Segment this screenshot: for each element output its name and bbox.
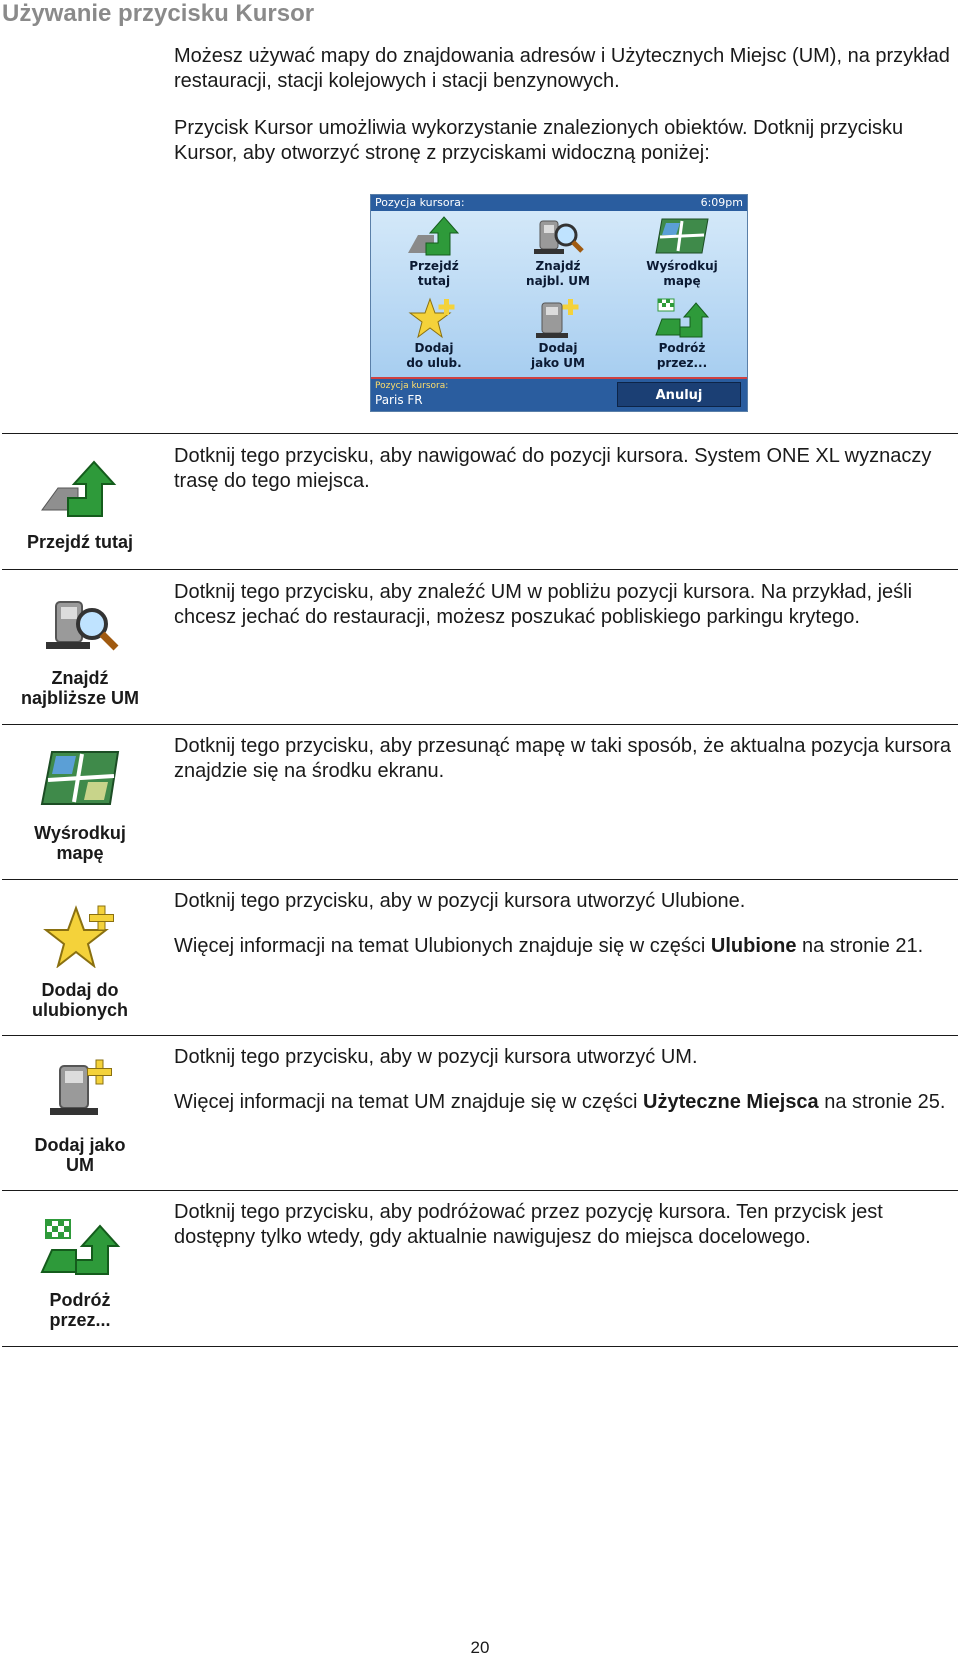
screen-button-label: Przejdź tutaj <box>409 259 459 288</box>
description-more-info <box>174 934 954 959</box>
item-label-center-map: Wyśrodkuj mapę <box>34 823 126 863</box>
cursor-position-value: Paris FR <box>375 393 423 407</box>
description-paragraph: Dotknij tego przycisku, aby podróżować przez pozycję kursora. Ten przycisk jest dostępny tylko wtedy, gdy aktualnie nawigujesz do miejsca docelowego. <box>174 1201 883 1248</box>
description-paragraph: Dotknij tego przycisku, aby znaleźć UM w pobliżu pozycji kursora. Na przykład, jeśli chcesz jechać do restauracji, możesz poszukać pobliskiego parkingu krytego. <box>174 581 913 628</box>
cursor-screen-screenshot <box>370 194 748 412</box>
screen-button-label: Dodaj jako UM <box>531 341 585 370</box>
item-description-navigate-here <box>174 444 954 514</box>
section-divider <box>2 1346 958 1347</box>
screen-button-navigate-here[interactable] <box>379 213 489 293</box>
item-label-add-as-poi: Dodaj jako UM <box>34 1135 126 1175</box>
description-paragraph: Dotknij tego przycisku, aby przesunąć mapę w taki sposób, że aktualna pozycja kursora znajdzie się na środku ekranu. <box>174 735 952 782</box>
screen-footer-bar <box>371 377 747 411</box>
screen-button-travel-via[interactable] <box>627 295 737 375</box>
section-divider <box>2 433 958 434</box>
item-description-add-favourite <box>174 889 954 979</box>
star-plus-icon <box>404 295 464 341</box>
page-title: Używanie przycisku Kursor <box>2 0 315 27</box>
item-description-find-nearest-poi <box>174 580 954 650</box>
item-label-find-nearest-poi: Znajdź najbliższe UM <box>20 668 140 708</box>
screen-button-label: Podróż przez... <box>656 341 708 370</box>
description-paragraph: Dotknij tego przycisku, aby w pozycji kursora utworzyć Ulubione. <box>174 890 746 912</box>
description-paragraph: Dotknij tego przycisku, aby w pozycji kursora utworzyć UM. <box>174 1046 698 1068</box>
screen-button-label: Wyśrodkuj mapę <box>646 259 718 288</box>
screen-header-title: Pozycja kursora: <box>375 196 465 209</box>
item-description-travel-via <box>174 1200 954 1270</box>
poi-search-icon <box>38 594 122 656</box>
more-info-link-favourites: Ulubione <box>710 935 797 957</box>
travel-via-icon <box>652 295 712 341</box>
item-description-add-as-poi <box>174 1045 954 1135</box>
section-divider <box>2 1035 958 1036</box>
navigate-arrow-icon <box>404 213 464 259</box>
item-label-add-favourite: Dodaj do ulubionych <box>32 980 128 1020</box>
intro-paragraph-2: Przycisk Kursor umożliwia wykorzystanie znalezionych obiektów. Dotknij przycisku Kursor, aby otworzyć stronę z przyciskami widoczną poniżej: <box>174 117 904 164</box>
center-map-icon <box>38 748 122 810</box>
screen-button-add-favourite[interactable] <box>379 295 489 375</box>
more-info-text: Więcej informacji na temat Ulubionych znajduje się w części <box>174 935 711 957</box>
section-divider <box>2 879 958 880</box>
more-info-text: Więcej informacji na temat UM znajduje się w części <box>174 1091 644 1113</box>
center-map-icon <box>652 213 712 259</box>
star-plus-icon <box>38 902 122 968</box>
poi-plus-icon <box>38 1056 122 1122</box>
description-paragraph: Dotknij tego przycisku, aby nawigować do pozycji kursora. System ONE XL wyznaczy trasę do tego miejsca. <box>174 445 932 492</box>
navigate-arrow-icon <box>38 458 122 520</box>
screen-button-label: Znajdź najbl. UM <box>526 259 590 288</box>
travel-via-icon <box>38 1216 122 1278</box>
more-info-page: na stronie 21. <box>796 935 924 957</box>
more-info-page: na stronie 25. <box>818 1091 946 1113</box>
more-info-link-poi: Użyteczne Miejsca <box>643 1091 819 1113</box>
intro-paragraph-1: Możesz używać mapy do znajdowania adresów i Użytecznych Miejsc (UM), na przykład restauracji, stacji kolejowych i stacji benzynowych. <box>174 45 950 92</box>
poi-search-icon <box>528 213 588 259</box>
screen-button-label: Dodaj do ulub. <box>406 341 462 370</box>
item-label-navigate-here: Przejdź tutaj <box>26 532 133 552</box>
item-label-travel-via: Podróż przez... <box>49 1290 111 1330</box>
item-description-center-map <box>174 734 954 804</box>
section-divider <box>2 1190 958 1191</box>
screen-button-add-poi[interactable] <box>503 295 613 375</box>
poi-plus-icon <box>528 295 588 341</box>
screen-header-bar <box>371 195 747 211</box>
screen-button-find-poi[interactable] <box>503 213 613 293</box>
section-divider <box>2 724 958 725</box>
screen-button-center-map[interactable] <box>627 213 737 293</box>
description-more-info <box>174 1090 954 1115</box>
cancel-button[interactable]: Anuluj <box>617 382 741 407</box>
cursor-position-label: Pozycja kursora: <box>375 381 449 391</box>
section-divider <box>2 569 958 570</box>
page-number: 20 <box>470 1638 490 1657</box>
screen-clock: 6:09pm <box>700 196 743 209</box>
